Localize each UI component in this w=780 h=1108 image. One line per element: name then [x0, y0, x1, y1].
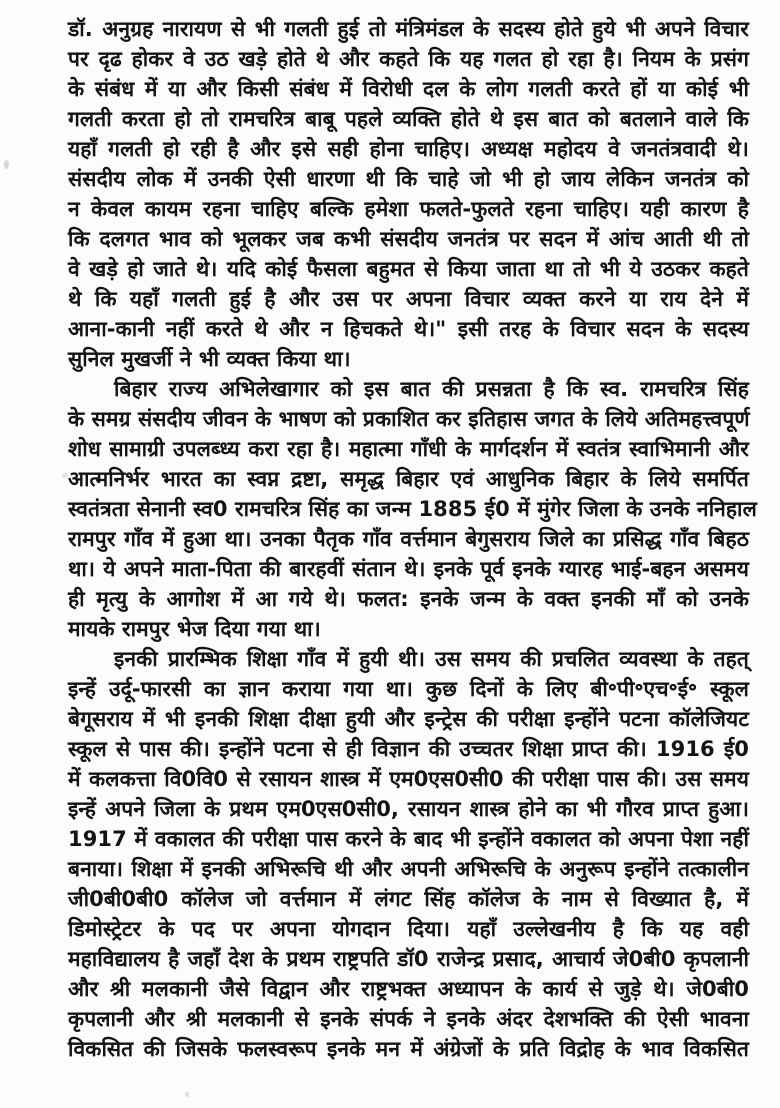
- text-line: स्कूल से पास की। इन्होंने पटना से ही विज्ञान की उच्चतर शिक्षा प्राप्त की। 1916 ई0: [68, 737, 749, 761]
- paragraph-3: [68, 644, 749, 1064]
- text-line: कृपलानी और श्री मलकानी से इनके संपर्क ने इनके अंदर देशभक्ति की ऐसी भावना: [68, 1007, 749, 1031]
- text-line: पर दृढ होकर वे उठ खड़े होते थे और कहते कि यह गलत हो रहा है। नियम के प्रसंग: [68, 47, 749, 71]
- text-line: न केवल कायम रहना चाहिए बल्कि हमेशा फलते-फुलते रहना चाहिए। यही कारण है: [68, 197, 749, 221]
- text-line: रामपुर गाँव में हुआ था। उनका पैतृक गाँव वर्त्तमान बेगुसराय जिले का प्रसिद्ध गाँव बिहठ: [68, 527, 749, 551]
- text-line: डिमोस्ट्रेटर के पद पर अपना योगदान दिया। यहाँ उल्लेखनीय है कि यह वही: [68, 917, 749, 941]
- text-line: आना-कानी नहीं करते थे और न हिचकते थे।" इसी तरह के विचार सदन के सदस्य: [68, 317, 749, 341]
- text-line: डॉ. अनुग्रह नारायण से भी गलती हुई तो मंत्रिमंडल के सदस्य होते हुये भी अपने विचार: [68, 17, 749, 41]
- text-line: इन्हें उर्दू-फारसी का ज्ञान कराया गया था। कुछ दिनों के लिए बी॰पी॰एच॰ई॰ स्कूल: [68, 677, 749, 701]
- text-line: और श्री मलकानी जैसे विद्वान और राष्ट्रभक्त अध्यापन के कार्य से जुड़े थे। जे0बी0: [68, 977, 749, 1001]
- text-line: बिहार राज्य अभिलेखागार को इस बात की प्रसन्नता है कि स्व. रामचरित्र सिंह: [114, 377, 749, 401]
- text-line: जी0बी0बी0 कॉलेज जो वर्त्तमान में लंगट सिंह कॉलेज के नाम से विख्यात है, में: [68, 887, 749, 911]
- text-line: में कलकत्ता वि0वि0 से रसायन शास्त्र में एम0एस0सी0 की परीक्षा पास की। उस समय: [68, 767, 749, 791]
- scan-speck: [4, 160, 9, 169]
- text-line: बनाया। शिक्षा में इनकी अभिरूचि थी और अपनी अभिरूचि के अनुरूप इन्होंने तत्कालीन: [68, 857, 749, 881]
- text-line: गलती करता हो तो रामचरित्र बाबू पहले व्यक्ति होते थे इस बात को बतलाने वाले कि: [68, 107, 749, 131]
- text-line: 1917 में वकालत की परीक्षा पास करने के बाद भी इन्होंने वकालत को अपना पेशा नहीं: [68, 827, 749, 851]
- text-line: थे कि यहाँ गलती हुई है और उस पर अपना विचार व्यक्त करने या राय देने में: [68, 287, 749, 311]
- text-line: ही मृत्यु के आगोश में आ गये थे। फलत: इनके जन्म के वक्त इनकी माँ को उनके: [68, 587, 749, 611]
- text-line: था। ये अपने माता-पिता की बारहवीं संतान थे। इनके पूर्व इनके ग्यारह भाई-बहन असमय: [68, 557, 749, 581]
- text-line: इनकी प्रारम्भिक शिक्षा गाँव में हुयी थी। उस समय की प्रचलित व्यवस्था के तहत्: [114, 647, 749, 671]
- page-text-block: [68, 14, 757, 1064]
- text-line: स्वतंत्रता सेनानी स्व0 रामचरित्र सिंह का जन्म 1885 ई0 में मुंगेर जिला के उनके ननिहाल: [68, 497, 757, 521]
- text-line: इन्हें अपने जिला के प्रथम एम0एस0सी0, रसायन शास्त्र होने का भी गौरव प्राप्त हुआ।: [68, 797, 749, 821]
- text-line: के समग्र संसदीय जीवन के भाषण को प्रकाशित कर इतिहास जगत के लिये अतिमहत्त्वपूर्ण: [68, 407, 750, 431]
- paragraph-1: [68, 14, 749, 374]
- text-line: बेगूसराय में भी इनकी शिक्षा दीक्षा हुयी और इन्ट्रेस की परीक्षा इन्होंने पटना कॉलेजियट: [68, 707, 749, 731]
- scan-speck: [185, 1092, 189, 1097]
- paragraph-2: [68, 374, 757, 644]
- text-line: आत्मनिर्भर भारत का स्वप्न द्रष्टा, समृद्ध बिहार एवं आधुनिक बिहार के लिये समर्पित: [68, 467, 749, 491]
- text-line: मायके रामपुर भेज दिया गया था।: [68, 617, 321, 641]
- text-line: सुनिल मुखर्जी ने भी व्यक्त किया था।: [68, 347, 351, 371]
- text-line: विकसित की जिसके फलस्वरूप इनके मन में अंग्रेजों के प्रति विद्रोह के भाव विकसित: [68, 1037, 749, 1061]
- text-line: वे खड़े हो जाते थे। यदि कोई फैसला बहुमत से किया जाता था तो भी ये उठकर कहते: [68, 257, 749, 281]
- text-line: के संबंध में या और किसी संबंध में विरोधी दल के लोग गलती करते हों या कोई भी: [68, 77, 749, 101]
- text-line: कि दलगत भाव को भूलकर जब कभी संसदीय जनतंत्र पर सदन में आंच आती थी तो: [68, 227, 749, 251]
- text-line: संसदीय लोक में उनकी ऐसी धारणा थी कि चाहे जो भी हो जाय लेकिन जनतंत्र को: [68, 167, 749, 191]
- text-line: शोध सामाग्री उपलब्ध्य करा रहा है। महात्मा गाँधी के मार्गदर्शन में स्वतंत्र स्वाभिमानी और: [68, 437, 749, 461]
- text-line: यहाँ गलती हो रही है और इसे सही होना चाहिए। अध्यक्ष महोदय वे जनतंत्रवादी थे।: [68, 137, 749, 161]
- text-line: महाविद्यालय है जहाँ देश के प्रथम राष्ट्रपति डॉ0 राजेन्द्र प्रसाद, आचार्य जे0बी0 कृपलानी: [68, 947, 749, 971]
